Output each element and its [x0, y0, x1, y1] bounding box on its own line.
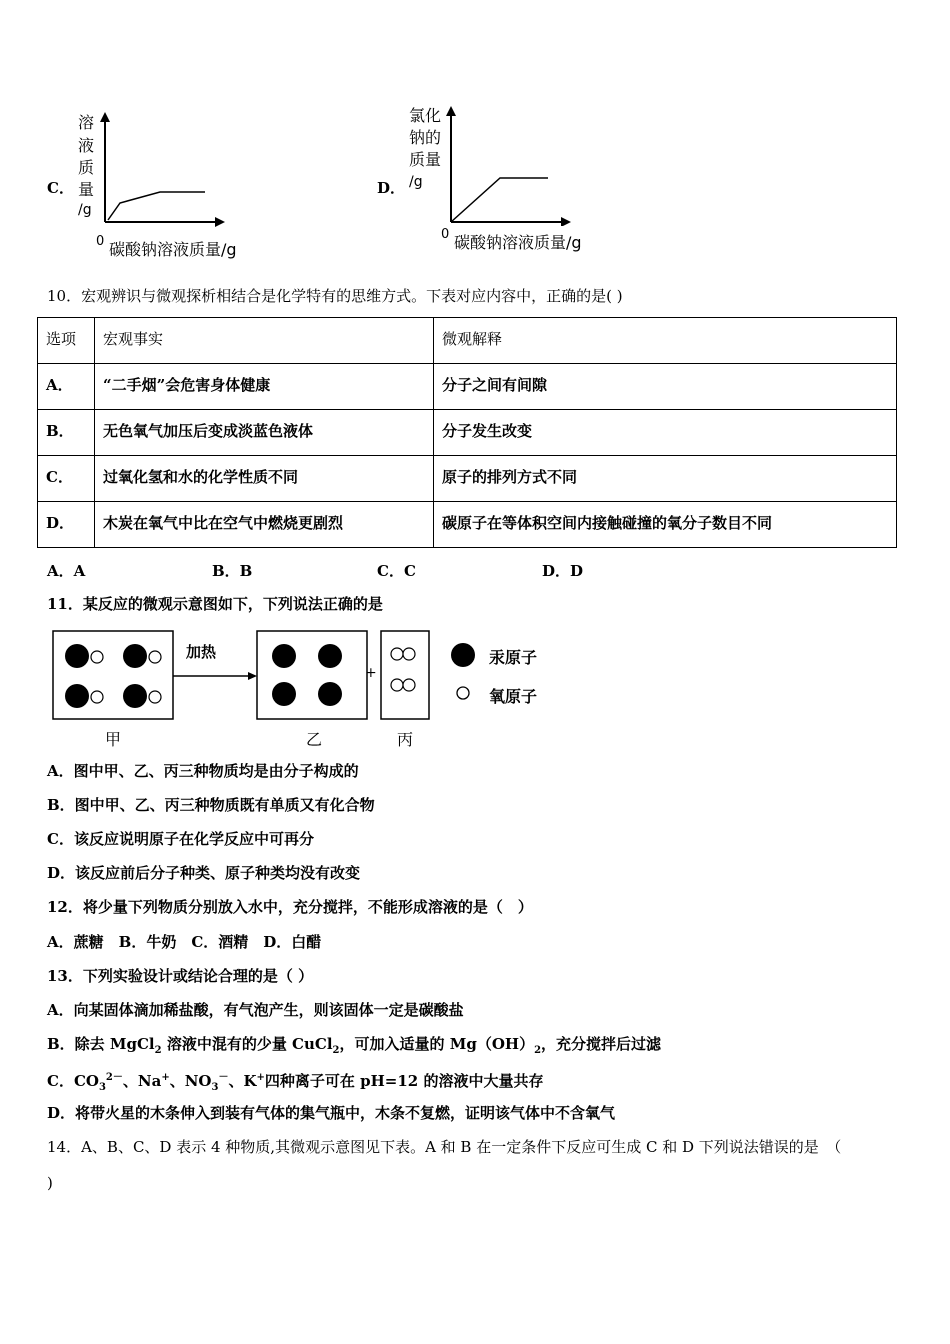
q13-c-sup4: +: [256, 1072, 265, 1083]
row-micro: 分子发生改变: [434, 410, 897, 456]
q13-b-part1: B．除去 MgCl: [47, 1035, 155, 1053]
q11-option-a: A．图中甲、乙、丙三种物质均是由分子构成的: [47, 762, 359, 780]
q10-table: [37, 317, 897, 548]
q13-c-part1: C．CO: [47, 1072, 99, 1090]
q10-option-c: C．C: [377, 562, 416, 580]
q14-stem: 14．A、B、C、D 表示 4 种物质,其微观示意图见下表。A 和 B 在一定条件下反应可生成 C 和 D 下列说法错误的是 （: [47, 1138, 842, 1156]
q13-c-part5: 四种离子可在 pH=12 的溶液中大量共存: [264, 1072, 544, 1090]
q13-c-part3: 、NO: [169, 1072, 212, 1090]
graph-d-origin: 0: [441, 227, 450, 242]
q11-label-yi: 乙: [306, 730, 323, 749]
q13-c-sup3: －: [218, 1072, 229, 1083]
q11-plus: +: [365, 665, 377, 681]
q12-options: A．蔗糖 B．牛奶 C．酒精 D．白醋: [47, 933, 322, 951]
table-row: [38, 410, 897, 456]
q11-legend-mercury: 汞原子: [489, 648, 538, 667]
graph-d-option: D．: [377, 179, 406, 197]
row-micro: 碳原子在等体积空间内接触碰撞的氧分子数目不同: [434, 502, 897, 548]
header-micro: 微观解释: [434, 318, 897, 364]
graph-d-ylabel-1: 氯化: [409, 106, 442, 125]
graph-d-xlabel: 碳酸钠溶液质量/g: [454, 233, 582, 252]
row-macro: 无色氧气加压后变成淡蓝色液体: [95, 410, 434, 456]
q13-c-sup1: 2－: [105, 1072, 123, 1083]
graph-c-ylabel-3: 质: [78, 158, 95, 177]
q11-label-jia: 甲: [105, 730, 122, 749]
graph-c-ylabel-4: 量: [78, 180, 95, 199]
q13-option-d: D．将带火星的木条伸入到装有气体的集气瓶中，木条不复燃，证明该气体中不含氧气: [47, 1104, 616, 1122]
q11-option-c: C．该反应说明原子在化学反应中可再分: [47, 830, 314, 848]
row-option: D．: [38, 502, 95, 548]
q13-stem: 13．下列实验设计或结论合理的是（ ）: [47, 967, 314, 985]
table-row: [38, 456, 897, 502]
q13-b-sub2: 2: [332, 1045, 340, 1056]
header-option: 选项: [38, 318, 95, 364]
q12-stem: 12．将少量下列物质分别放入水中，充分搅拌，不能形成溶液的是（ ）: [47, 898, 533, 916]
q10-option-a: A．A: [47, 562, 86, 580]
q13-b-sub3: 2: [534, 1045, 542, 1056]
row-micro: 原子的排列方式不同: [434, 456, 897, 502]
q13-b-part4: ，充分搅拌后过滤: [541, 1035, 662, 1053]
q11-option-b: B．图中甲、乙、丙三种物质既有单质又有化合物: [47, 796, 375, 814]
q13-b-sub1: 2: [154, 1045, 162, 1056]
graph-c-option: C．: [47, 179, 74, 197]
row-option: A．: [38, 364, 95, 410]
q13-c-sub3: 3: [211, 1082, 219, 1093]
graph-c-ylabel-1: 溶: [78, 113, 95, 132]
q11-diagram: [50, 627, 450, 722]
q13-c-sup2: +: [161, 1072, 170, 1083]
table-row: [38, 364, 897, 410]
graph-d-ylabel-3: 质量: [409, 150, 442, 169]
q10-stem: 10．宏观辨识与微观探析相结合是化学特有的思维方式。下表对应内容中，正确的是( ): [47, 287, 623, 305]
row-macro: 过氧化氢和水的化学性质不同: [95, 456, 434, 502]
row-option: C．: [38, 456, 95, 502]
table-row: [38, 502, 897, 548]
q11-option-d: D．该反应前后分子种类、原子种类均没有改变: [47, 864, 361, 882]
graph-d-ylabel-2: 钠的: [409, 128, 442, 147]
q11-label-bing: 丙: [397, 730, 414, 749]
table-header-row: [38, 318, 897, 364]
q13-option-b: [47, 1034, 661, 1061]
graph-d-ylabel-4: /g: [409, 174, 423, 190]
q13-b-part3: ，可加入适量的 Mg（OH）: [339, 1035, 535, 1053]
q13-c-sub1: 3: [98, 1082, 106, 1093]
graph-c-ylabel-2: 液: [78, 136, 95, 155]
q10-option-d: D．D: [542, 562, 584, 580]
graph-c-xlabel: 碳酸钠溶液质量/g: [109, 240, 237, 259]
row-macro: 木炭在氧气中比在空气中燃烧更剧烈: [95, 502, 434, 548]
q13-option-a: A．向某固体滴加稀盐酸，有气泡产生，则该固体一定是碳酸盐: [47, 1001, 464, 1019]
header-macro: 宏观事实: [95, 318, 434, 364]
graph-c-origin: 0: [96, 234, 105, 249]
q11-stem: 11．某反应的微观示意图如下，下列说法正确的是: [47, 595, 383, 613]
row-micro: 分子之间有间隙: [434, 364, 897, 410]
q10-option-b: B．B: [212, 562, 253, 580]
graph-d-plot: [436, 104, 576, 226]
q13-option-c: [47, 1068, 543, 1098]
q11-legend-icons: [447, 640, 481, 704]
graph-c-plot: [90, 110, 230, 230]
q11-arrow-label: 加热: [186, 643, 217, 661]
graph-c-ylabel-5: /g: [78, 202, 92, 218]
q11-legend-oxygen: 氧原子: [489, 687, 538, 706]
q13-c-part4: 、K: [228, 1072, 257, 1090]
q13-b-part2: 溶液中混有的少量 CuCl: [161, 1035, 333, 1053]
q14-close: ): [47, 1174, 53, 1192]
q13-c-part2: 、Na: [122, 1072, 162, 1090]
row-option: B．: [38, 410, 95, 456]
row-macro: “二手烟”会危害身体健康: [95, 364, 434, 410]
